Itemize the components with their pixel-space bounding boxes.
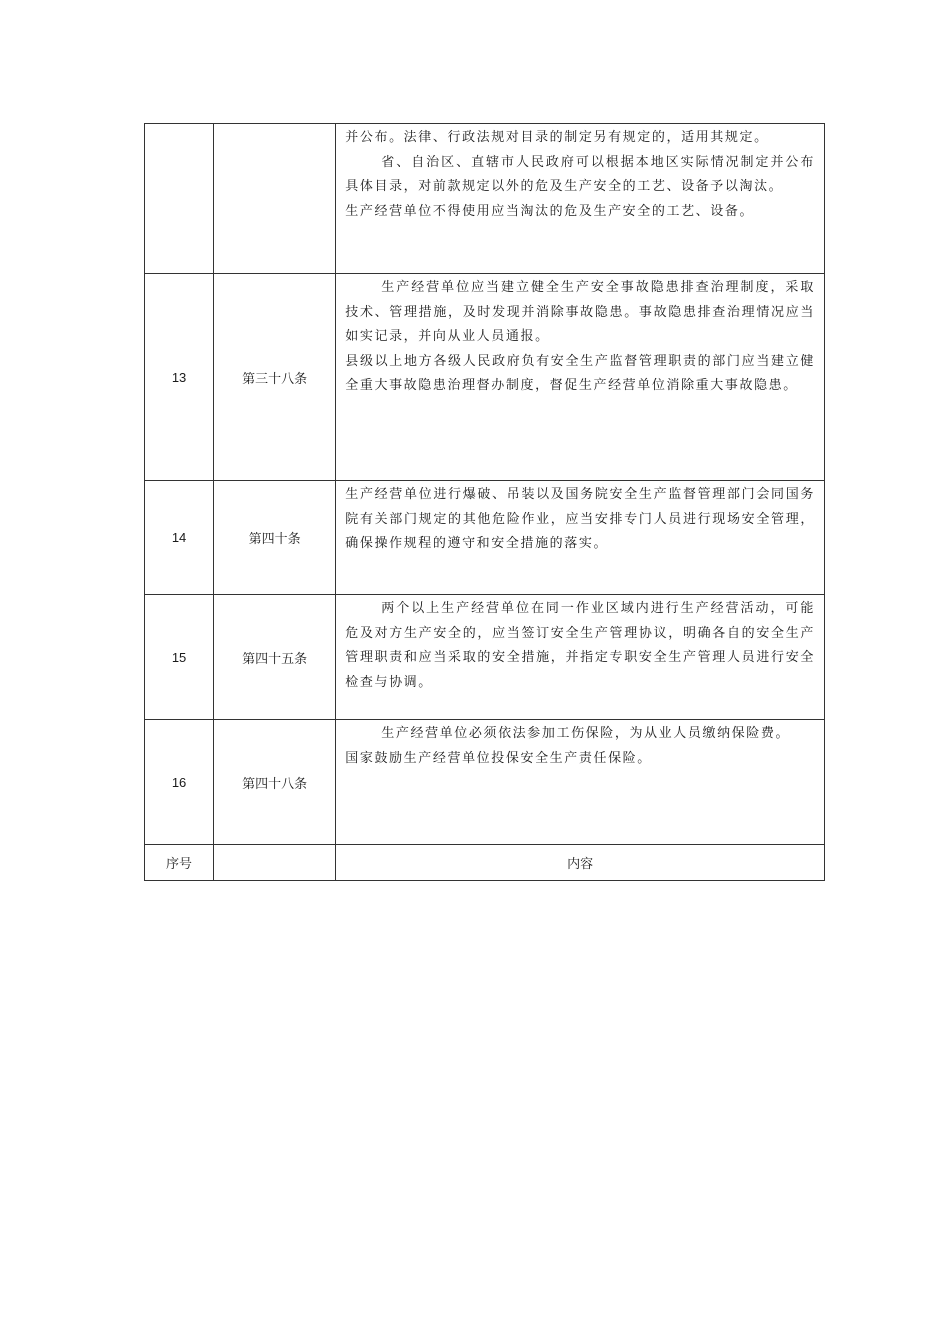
article-number: 第四十条 (214, 481, 336, 595)
row-number: 15 (145, 595, 214, 720)
content-paragraph: 生产经营单位不得使用应当淘汰的危及生产安全的工艺、设备。 (345, 203, 755, 219)
article-number: 第四十五条 (214, 595, 336, 720)
header-sequence-number: 序号 (145, 845, 214, 881)
content-paragraph: 省、自治区、直辖市人民政府可以根据本地区实际情况制定并公布具体目录，对前款规定以外的危及生产安全的工艺、设备予以淘汰。 (345, 154, 815, 194)
row-content (336, 595, 825, 720)
table-row (145, 481, 825, 595)
header-content: 内容 (336, 845, 825, 881)
table-row (145, 595, 825, 720)
row-content (336, 720, 825, 845)
row-number: 14 (145, 481, 214, 595)
content-paragraph: 并公布。法律、行政法规对目录的制定另有规定的，适用其规定。 (345, 130, 769, 145)
row-number: 16 (145, 720, 214, 845)
table-header-row (145, 845, 825, 881)
regulation-table (144, 123, 825, 881)
row-number: 13 (145, 274, 214, 481)
article-number: 第三十八条 (214, 274, 336, 481)
row-content (336, 481, 825, 595)
content-paragraph: 生产经营单位进行爆破、吊装以及国务院安全生产监督管理部门会同国务院有关部门规定的其他危险作业，应当安排专门人员进行现场安全管理，确保操作规程的遵守和安全措施的落实。 (345, 487, 815, 551)
article-number (214, 124, 336, 274)
row-content (336, 124, 825, 274)
content-paragraph: 两个以上生产经营单位在同一作业区域内进行生产经营活动，可能危及对方生产安全的，应当签订安全生产管理协议，明确各自的安全生产管理职责和应当采取的安全措施，并指定专职安全生产管理人员进行安全检查与协调。 (345, 601, 815, 690)
row-content (336, 274, 825, 481)
article-number: 第四十八条 (214, 720, 336, 845)
content-paragraph: 生产经营单位必须依法参加工伤保险，为从业人员缴纳保险费。 (381, 726, 791, 741)
content-paragraph: 国家鼓励生产经营单位投保安全生产责任保险。 (345, 750, 652, 766)
table-row (145, 720, 825, 845)
content-paragraph: 县级以上地方各级人民政府负有安全生产监督管理职责的部门应当建立健全重大事故隐患治理督办制度，督促生产经营单位消除重大事故隐患。 (345, 353, 815, 393)
content-paragraph: 生产经营单位应当建立健全生产安全事故隐患排查治理制度，采取技术、管理措施，及时发现并消除事故隐患。事故隐患排查治理情况应当如实记录，并向从业人员通报。 (345, 280, 815, 344)
table-row (145, 124, 825, 274)
row-number (145, 124, 214, 274)
table-row (145, 274, 825, 481)
header-article (214, 845, 336, 881)
